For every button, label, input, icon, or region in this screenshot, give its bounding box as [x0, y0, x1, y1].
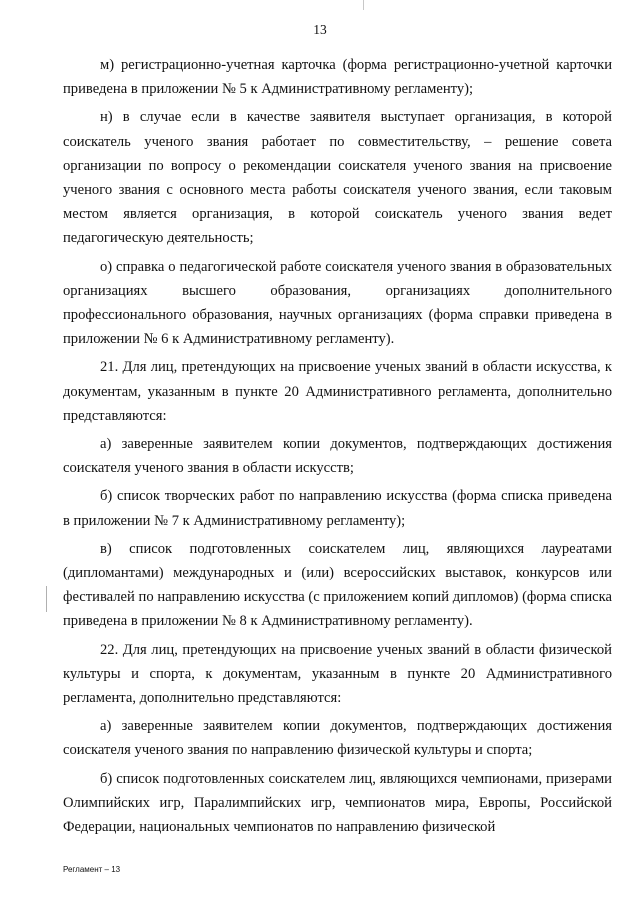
paragraph-22-b: б) список подготовленных соискателем лиц, являющихся чемпионами, призерами Олимпийских игр, Паралимпийских игр, чемпионатов мира, Европы, Российской Федерации, национальных чемпионатов по направлению физической — [63, 770, 612, 836]
footer-label: Регламент – 13 — [63, 865, 121, 874]
paragraph-21-a: а) заверенные заявителем копии документов, подтверждающих достижения соискателя ученого звания в области искусств; — [63, 436, 612, 477]
document-body — [63, 53, 612, 839]
paragraph-21-v: в) список подготовленных соискателем лиц, являющихся лауреатами (дипломантами) международных и (или) всероссийских выставок, конкурсов или фестивалей по направлению искусства (с приложением копий дипломов) (форма списка приведена в приложении № 8 к Административному регламенту). — [63, 540, 612, 630]
paragraph-21: 21. Для лиц, претендующих на присвоение ученых званий в области искусства, к документам, указанным в пункте 20 Административного регламента, дополнительно представляются: — [63, 359, 612, 424]
paragraph-22: 22. Для лиц, претендующих на присвоение ученых званий в области физической культуры и спорта, к документам, указанным в пункте 20 Административного регламента, дополнительно представляются: — [63, 641, 612, 707]
paragraph-m: м) регистрационно-учетная карточка (форма регистрационно-учетной карточки приведена в приложении № 5 к Административному регламенту); — [63, 57, 612, 98]
scan-artifact-top — [363, 0, 364, 10]
paragraph-21-b: б) список творческих работ по направлению искусства (форма списка приведена в приложении № 7 к Административному регламенту); — [63, 488, 612, 529]
paragraph-n: н) в случае если в качестве заявителя выступает организация, в которой соискатель ученого звания работает по совместительству, – решение совета организации по вопросу о рекомендации соискателя ученого звания на присвоение ученого звания с основного места работы соискателя ученого звания, если таковым местом является организация, в которой соискатель ученого звания ведет педагогическую деятельность; — [63, 109, 612, 247]
page-number: 13 — [313, 22, 327, 37]
paragraph-22-a: а) заверенные заявителем копии документов, подтверждающих достижения соискателя ученого звания по направлению физической культуры и спорта; — [63, 718, 612, 759]
scan-artifact-margin — [46, 586, 47, 612]
paragraph-o: о) справка о педагогической работе соискателя ученого звания в образовательных организациях высшего образования, организациях дополнительного профессионального образования, научных организациях (форма справки приведена в приложении № 6 к Административному регламенту). — [63, 258, 612, 348]
